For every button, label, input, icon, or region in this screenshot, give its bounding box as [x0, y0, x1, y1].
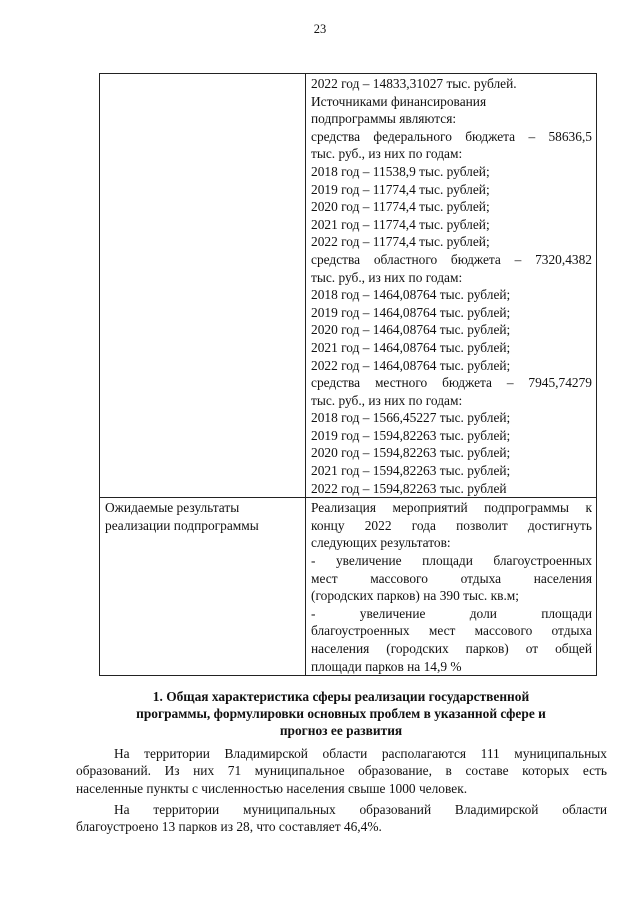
- value-line: 2018 год – 1566,45227 тыс. рублей;: [311, 410, 511, 426]
- paragraph-line: населенные пункты с численностью населения свыше 1000 человек.: [76, 780, 468, 796]
- paragraph-municipalities: [76, 745, 607, 797]
- value-line: тыс. руб., из них по годам:: [311, 146, 463, 162]
- heading-line: программы, формулировки основных проблем в указанной сфере и: [136, 706, 546, 721]
- value-line: 2021 год – 1464,08764 тыс. рублей;: [311, 339, 511, 355]
- subprogram-passport-table: [99, 73, 597, 676]
- value-line: 2022 год – 1594,82263 тыс. рублей: [311, 480, 507, 496]
- paragraph-line: благоустроено 13 парков из 28, что составляет 46,4%.: [76, 819, 382, 835]
- value-line: населения (городских парков) от общей: [311, 641, 592, 656]
- value-line: средства областного бюджета – 7320,4382: [311, 251, 592, 267]
- value-line: 2020 год – 1464,08764 тыс. рублей;: [311, 322, 511, 338]
- paragraph-line: На территории муниципальных образований Владимирской области: [114, 802, 607, 817]
- heading-line: прогноз ее развития: [279, 723, 403, 738]
- paragraph-line: На территории Владимирской области располагаются 111 муниципальных: [114, 746, 607, 761]
- table-row-expected-results: [100, 498, 597, 676]
- paragraph-parks: [76, 801, 607, 836]
- value-line: 2019 год – 1464,08764 тыс. рублей;: [311, 304, 511, 320]
- page-number: 23: [313, 22, 327, 36]
- table-label-cell-financing: [100, 74, 306, 498]
- value-line: средства федерального бюджета – 58636,5: [311, 128, 592, 144]
- value-line: следующих результатов:: [311, 535, 451, 551]
- section-heading: [76, 688, 606, 739]
- value-line: тыс. руб., из них по годам:: [311, 392, 463, 408]
- value-line: площади парков на 14,9 %: [311, 658, 462, 674]
- value-line: 2020 год – 1594,82263 тыс. рублей;: [311, 445, 511, 461]
- value-line: концу 2022 года позволит достигнуть: [311, 517, 592, 533]
- paragraph-line: образований. Из них 71 муниципальное образование, в составе которых есть: [76, 763, 607, 779]
- value-line: благоустроенных мест массового отдыха: [311, 623, 592, 639]
- label-line: реализации подпрограммы: [105, 517, 259, 533]
- value-line: средства местного бюджета – 7945,74279: [311, 375, 592, 391]
- value-line: 2019 год – 1594,82263 тыс. рублей;: [311, 427, 511, 443]
- value-line: 2018 год – 11538,9 тыс. рублей;: [311, 163, 490, 179]
- value-line: 2021 год – 11774,4 тыс. рублей;: [311, 216, 490, 232]
- value-line: 2021 год – 1594,82263 тыс. рублей;: [311, 463, 511, 479]
- value-line: 2022 год – 14833,31027 тыс. рублей.: [311, 76, 517, 91]
- value-line: Реализация мероприятий подпрограммы к: [311, 500, 592, 516]
- value-line: мест массового отдыха населения: [311, 570, 592, 586]
- table-row-financing: [100, 74, 597, 498]
- label-line: Ожидаемые результаты: [105, 500, 240, 516]
- value-line: подпрограммы являются:: [311, 111, 457, 127]
- value-line: (городских парков) на 390 тыс. кв.м;: [311, 588, 519, 604]
- value-line: тыс. руб., из них по годам:: [311, 269, 463, 285]
- expected-results-label-cell: [100, 498, 306, 676]
- financing-value-cell: [306, 74, 597, 498]
- value-line: Источниками финансирования: [311, 93, 487, 109]
- heading-line: 1. Общая характеристика сферы реализации государственной: [152, 689, 530, 704]
- value-line: - увеличение доли площади: [311, 605, 592, 621]
- value-line: - увеличение площади благоустроенных: [311, 553, 592, 569]
- value-line: 2020 год – 11774,4 тыс. рублей;: [311, 199, 490, 215]
- value-line: 2018 год – 1464,08764 тыс. рублей;: [311, 287, 511, 303]
- value-line: 2019 год – 11774,4 тыс. рублей;: [311, 181, 490, 197]
- value-line: 2022 год – 11774,4 тыс. рублей;: [311, 234, 490, 250]
- value-line: 2022 год – 1464,08764 тыс. рублей;: [311, 357, 511, 373]
- expected-results-value-cell: [306, 498, 597, 676]
